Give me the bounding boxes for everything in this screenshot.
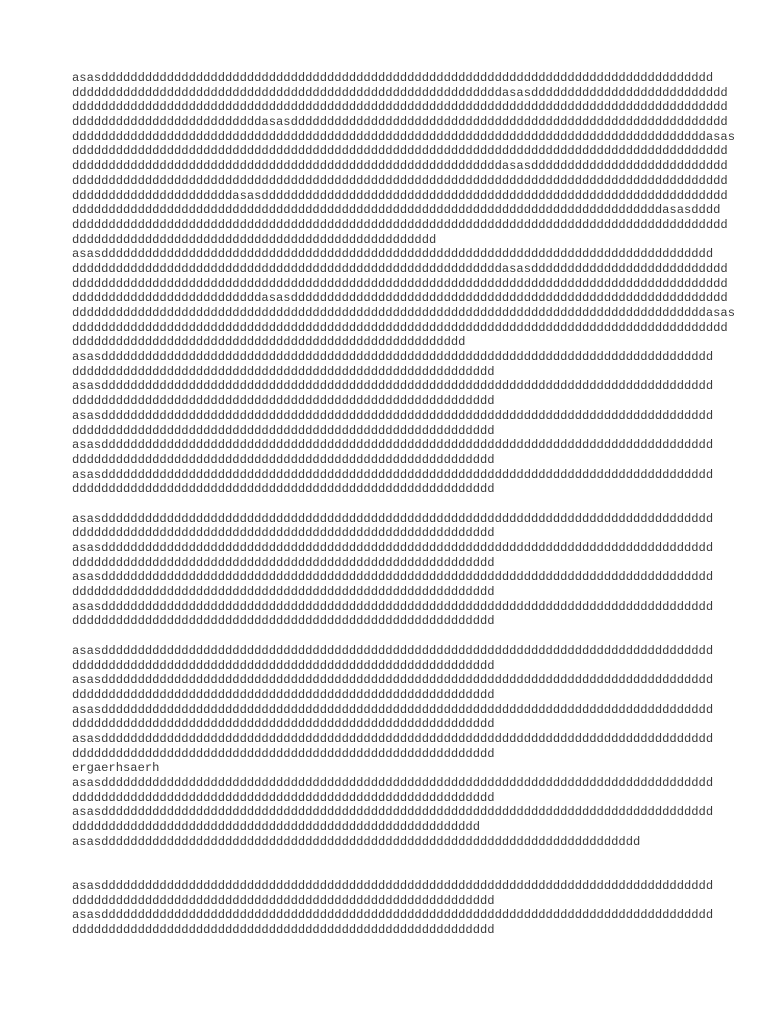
text-line: asasdddddddddddddddddddddddddddddddddddddddddddddddddddddddddddddddddddddddddddddddddddd	[72, 350, 714, 365]
text-line: dddddddddddddddddddddddddddddddddddddddddddddddddddddddddddddddddddddddddddddddddddddddddd	[72, 320, 728, 335]
text-line: asasdddddddddddddddddddddddddddddddddddddddddddddddddddddddddddddddddddddddddddddddddddd	[72, 379, 714, 394]
text-line: dddddddddddddddddddddddddddddddddddddddddddddddddddddddddd	[72, 585, 495, 600]
text-line: dddddddddddddddddddddddddddddddddddddddddddddddddddddddddddddddddddddddddddddddddddddddddd	[72, 276, 728, 291]
text-line: dddddddddddddddddddddddddddddddddddddddddddddddddddddddddd	[72, 614, 495, 629]
text-line: asasdddddddddddddddddddddddddddddddddddddddddddddddddddddddddddddddddddddddddddddddddddd	[72, 673, 714, 688]
text-line: dddddddddddddddddddddddddddddddddddddddddddddddddddddddddddddddddddddddddddddddddddddddasas	[72, 129, 735, 144]
text-line: asasdddddddddddddddddddddddddddddddddddddddddddddddddddddddddddddddddddddddddddddddddddd	[72, 599, 714, 614]
text-line: asasdddddddddddddddddddddddddddddddddddddddddddddddddddddddddddddddddddddddddddddddddddd	[72, 541, 714, 555]
text-line: asasdddddddddddddddddddddddddddddddddddddddddddddddddddddddddddddddddddddddddddddddddddd	[72, 702, 714, 717]
text-line: dddddddddddddddddddddddddddddddddddddddddddddddddddddddddd	[72, 364, 495, 379]
blank-line	[72, 864, 712, 879]
text-line: asasdddddddddddddddddddddddddddddddddddddddddddddddddddddddddddddddddddddddddddddddddddd	[72, 731, 714, 746]
text-line: dddddddddddddddddddddddddddddddddddddddddddddddddddddddddddasasddddddddddddddddddddddddddd	[72, 85, 728, 100]
text-line: dddddddddddddddddddddddddddddddddddddddddddddddddddddddddddddddddddddddddddddddddasasdddd	[72, 203, 721, 218]
text-line: dddddddddddddddddddddddddddddddddddddddddddddddddddddd	[72, 335, 466, 350]
text-line: asasdddddddddddddddddddddddddddddddddddddddddddddddddddddddddddddddddddddddddddddddddddd	[72, 908, 714, 923]
text-line: asasdddddddddddddddddddddddddddddddddddddddddddddddddddddddddddddddddddddddddddddddddddd	[72, 570, 714, 585]
text-line: dddddddddddddddddddddddddddddddddddddddddddddddddddddddddddddddddddddddddddddddddddddddddd	[72, 144, 728, 159]
text-line: asasdddddddddddddddddddddddddddddddddddddddddddddddddddddddddddddddddddddddddddddddddddd	[72, 511, 714, 526]
text-line: dddddddddddddddddddddddddddddddddddddddddddddddddddddddddd	[72, 423, 495, 438]
text-line: asasdddddddddddddddddddddddddddddddddddddddddddddddddddddddddddddddddddddddddd	[72, 834, 641, 849]
text-line: asasdddddddddddddddddddddddddddddddddddddddddddddddddddddddddddddddddddddddddddddddddddd	[72, 776, 714, 790]
text-line: dddddddddddddddddddddddddddddddddddddddddddddddddddddddd	[72, 820, 480, 835]
text-line: asasdddddddddddddddddddddddddddddddddddddddddddddddddddddddddddddddddddddddddddddddddddd	[72, 408, 714, 423]
text-line: dddddddddddddddddddddddddddddddddddddddddddddddddddddddddddasasddddddddddddddddddddddddddd	[72, 261, 728, 276]
text-line: dddddddddddddddddddddddddddddddddddddddddddddddddddddddddddasasddddddddddddddddddddddddddd	[72, 159, 728, 174]
text-line: ddddddddddddddddddddddasasdddddddddddddddddddddddddddddddddddddddddddddddddddddddddddddddd	[72, 188, 728, 203]
text-line: dddddddddddddddddddddddddddddddddddddddddddddddddddddddddd	[72, 526, 495, 541]
blank-line	[72, 849, 712, 864]
text-line: dddddddddddddddddddddddddddddddddddddddddddddddddddddddddd	[72, 452, 495, 467]
text-line: dddddddddddddddddddddddddddddddddddddddddddddddddddddddddd	[72, 687, 495, 702]
text-line: asasdddddddddddddddddddddddddddddddddddddddddddddddddddddddddddddddddddddddddddddddddddd	[72, 805, 714, 820]
text-line: dddddddddddddddddddddddddddddddddddddddddddddddddddddddddd	[72, 658, 495, 673]
text-line: dddddddddddddddddddddddddddddddddddddddddddddddddddddddddd	[72, 893, 495, 908]
text-line: dddddddddddddddddddddddddddddddddddddddddddddddddddddddddddddddddddddddddddddddddddddddddd	[72, 173, 728, 188]
text-line: dddddddddddddddddddddddddddddddddddddddddddddddddddddddddddddddddddddddddddddddddddddddasas	[72, 306, 735, 320]
text-line: asasdddddddddddddddddddddddddddddddddddddddddddddddddddddddddddddddddddddddddddddddddddd	[72, 643, 714, 658]
blank-line	[72, 629, 712, 644]
text-line: asasdddddddddddddddddddddddddddddddddddddddddddddddddddddddddddddddddddddddddddddddddddd	[72, 247, 714, 262]
text-line: dddddddddddddddddddddddddddddddddddddddddddddddddddddddddd	[72, 790, 495, 805]
document-body	[72, 71, 735, 938]
text-line: dddddddddddddddddddddddddddddddddddddddddddddddddddddddddd	[72, 922, 495, 937]
text-line: dddddddddddddddddddddddddddddddddddddddddddddddddddddddddd	[72, 482, 495, 497]
text-line: asasdddddddddddddddddddddddddddddddddddddddddddddddddddddddddddddddddddddddddddddddddddd	[72, 878, 714, 893]
text-line: asasdddddddddddddddddddddddddddddddddddddddddddddddddddddddddddddddddddddddddddddddddddd	[72, 438, 714, 453]
text-line: ddddddddddddddddddddddddddasasdddddddddddddddddddddddddddddddddddddddddddddddddddddddddddd	[72, 115, 728, 130]
text-line: asasdddddddddddddddddddddddddddddddddddddddddddddddddddddddddddddddddddddddddddddddddddd	[72, 467, 714, 482]
text-line: dddddddddddddddddddddddddddddddddddddddddddddddddddddddddd	[72, 746, 495, 761]
text-line: dddddddddddddddddddddddddddddddddddddddddddddddddddddddddddddddddddddddddddddddddddddddddd	[72, 217, 728, 232]
text-line: dddddddddddddddddddddddddddddddddddddddddddddddddddddddddd	[72, 717, 495, 732]
text-line: ergaerhsaerh	[72, 761, 160, 776]
blank-line	[72, 497, 712, 512]
text-line: dddddddddddddddddddddddddddddddddddddddddddddddddddddddddd	[72, 555, 495, 570]
text-line: dddddddddddddddddddddddddddddddddddddddddddddddddddddddddd	[72, 394, 495, 409]
text-line: asasdddddddddddddddddddddddddddddddddddddddddddddddddddddddddddddddddddddddddddddddddddd	[72, 71, 714, 85]
text-line: dddddddddddddddddddddddddddddddddddddddddddddddddd	[72, 232, 437, 247]
text-line: ddddddddddddddddddddddddddasasdddddddddddddddddddddddddddddddddddddddddddddddddddddddddddd	[72, 291, 728, 306]
text-line: dddddddddddddddddddddddddddddddddddddddddddddddddddddddddddddddddddddddddddddddddddddddddd	[72, 100, 728, 115]
